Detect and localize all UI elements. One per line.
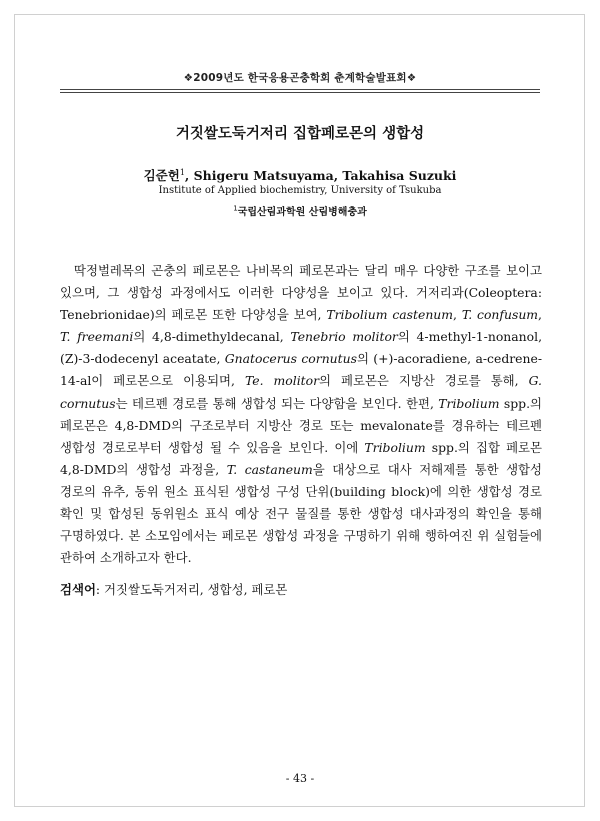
abstract-species-name: Tribolium — [438, 395, 500, 411]
keywords-label: 검색어 — [60, 582, 96, 597]
affiliation-secondary-text: 국립산림과학원 산림병해충과 — [237, 207, 367, 218]
abstract-species-name: Te. molitor — [244, 373, 320, 389]
korean-author: 김준헌 — [143, 168, 180, 183]
abstract-species-name: T. confusum — [461, 307, 539, 323]
paper-title: 거짓쌀도둑거저리 집합페로몬의 생합성 — [175, 126, 425, 142]
abstract-text-segment: , — [453, 307, 462, 323]
abstract-paragraph — [60, 260, 542, 569]
abstract-species-name: T. freemani — [60, 329, 134, 345]
abstract-text-segment: , — [538, 307, 542, 323]
keywords-text: : 거짓쌀도둑거저리, 생합성, 페로몬 — [95, 582, 288, 597]
header-rule-top — [60, 89, 540, 90]
affiliation-mark: 1 — [233, 204, 238, 213]
abstract-text-segment: spp.의 집합 페로몬 4,8-DMD의 생합성 과정을, — [60, 439, 542, 477]
abstract-species-name: Tenebrio molitor — [290, 329, 398, 345]
abstract-species-name: G. cornutus — [60, 373, 542, 411]
affiliation-primary: Institute of Applied biochemistry, University of Tsukuba — [158, 185, 442, 196]
abstract-text-segment: 의 4,8-dimethyldecanal, — [133, 329, 291, 345]
page-number: - 43 - — [285, 772, 315, 785]
affiliation-secondary — [60, 203, 540, 218]
abstract-species-name: T. castaneum — [226, 461, 313, 477]
abstract-text-segment: 딱정벌레목의 곤충의 페로몬은 나비목의 페로몬과는 달리 매우 다양한 구조를 보이고 있으며, 그 생합성 과정에서도 이러한 다양성을 보이고 있다. 거저리과(Coleoptera: Tenebrionidae)의 페로몬 또한 다양성을 보여, — [60, 263, 542, 323]
author-affiliation-mark: 1 — [179, 167, 185, 177]
running-header: ❖2009년도 한국응용곤충학회 춘계학술발표회❖ — [183, 72, 417, 84]
abstract-text-segment: 의 페로몬은 지방산 경로를 통해, — [319, 373, 529, 389]
keywords-line — [60, 580, 540, 598]
abstract-text-segment: 의 4-methyl-1-nonanol, (Z)-3-dodecenyl aceatate, — [60, 329, 543, 367]
header-rule-bottom — [60, 92, 540, 93]
abstract-species-name: Tribolium castenum — [326, 307, 454, 323]
other-authors: , Shigeru Matsuyama, Takahisa Suzuki — [184, 168, 457, 183]
abstract-text-segment: 을 대상으로 대사 저해제를 통한 생합성 경로의 유추, 동위 원소 표식된 생합성 구성 단위(building block)에 의한 생합성 경로 확인 및 합성된 동위원소 표식 예상 전구 물질를 통한 생합성 대사과정의 확인을 통해 구명하였다. 본 소모임에서는 페로몬 생합성 과정을 구명하기 위해 행하여진 위 실험들에 관하여 소개하고자 한다. — [60, 461, 542, 566]
abstract-species-name: Gnatocerus cornutus — [224, 351, 357, 367]
abstract-text-segment: 의 (+)-acoradiene, a-cedrene-14-al이 페로몬으로 이용되며, — [60, 351, 543, 389]
abstract-species-name: Tribolium — [364, 439, 426, 455]
author-line — [60, 166, 540, 184]
abstract-text-segment: 는 테르펜 경로를 통해 생합성 되는 다양함을 보인다. 한편, — [115, 395, 439, 411]
abstract-text-segment: spp.의 페로몬은 4,8-DMD의 구조로부터 지방산 경로 또는 mevalonate를 경유하는 테르펜 생합성 경로로부터 생합성 될 수 있음을 보인다. 이에 — [60, 395, 542, 455]
